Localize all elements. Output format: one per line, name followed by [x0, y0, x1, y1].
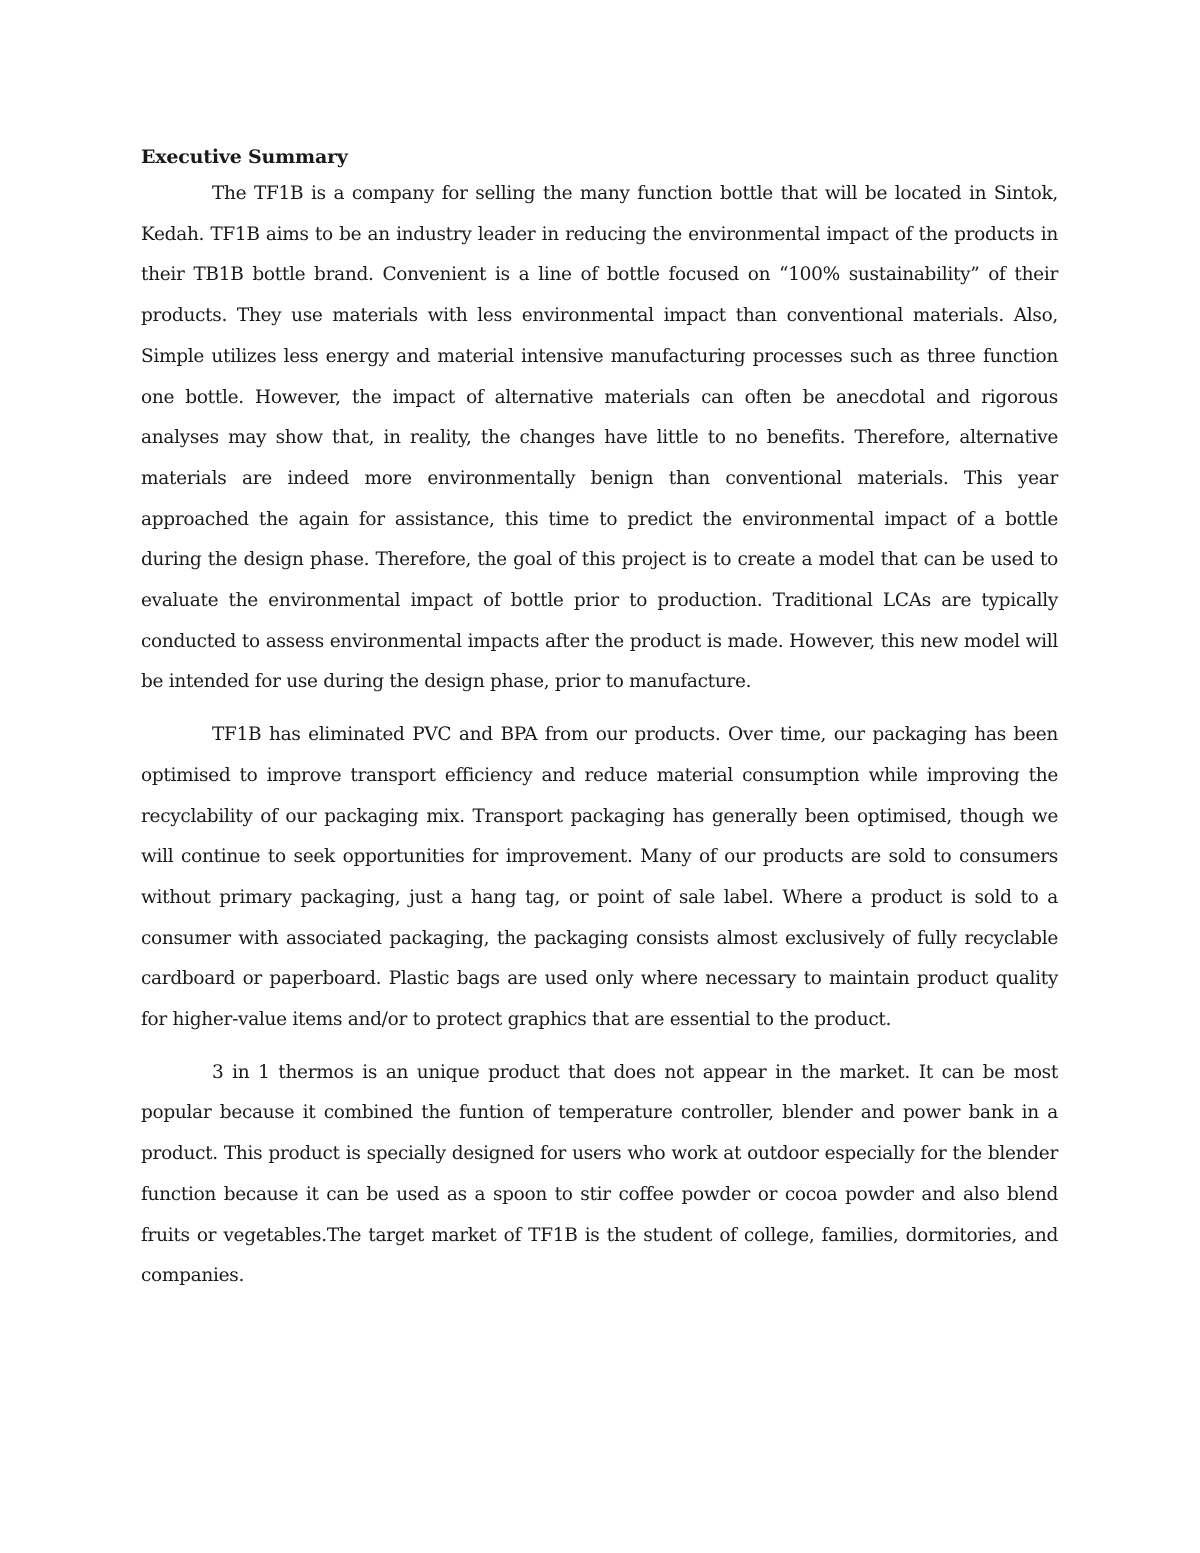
section-heading: Executive Summary	[141, 146, 348, 168]
paragraph-company-overview: The TF1B is a company for selling the many function bottle that will be located in Sintok, Kedah. TF1B aims to be an industry leader in reducing the environmental impact of the products in their TB1B bottle brand. Convenient is a line of bottle focused on “100% sustainability” of their products. They use materials with less environmental impact than conventional materials. Also, Simple utilizes less energy and material intensive manufacturing processes such as three function one bottle. However, the impact of alternative materials can often be anecdotal and rigorous analyses may show that, in reality, the changes have little to no benefits. Therefore, alternative materials are indeed more environmentally benign than conventional materials. This year approached the again for assistance, this time to predict the environmental impact of a bottle during the design phase. Therefore, the goal of this project is to create a model that can be used to evaluate the environmental impact of bottle prior to production. Traditional LCAs are typically conducted to assess environmental impacts after the product is made. However, this new model will be intended for use during the design phase, prior to manufacture.	[141, 183, 1058, 693]
paragraph-packaging: TF1B has eliminated PVC and BPA from our products. Over time, our packaging has been optimised to improve transport efficiency and reduce material consumption while improving the recyclability of our packaging mix. Transport packaging has generally been optimised, though we will continue to seek opportunities for improvement. Many of our products are sold to consumers without primary packaging, just a hang tag, or point of sale label. Where a product is sold to a consumer with associated packaging, the packaging consists almost exclusively of fully recyclable cardboard or paperboard. Plastic bags are used only where necessary to maintain product quality for higher-value items and/or to protect graphics that are essential to the product.	[141, 724, 1058, 1031]
document-body	[141, 140, 1058, 1297]
paragraph-product: 3 in 1 thermos is an unique product that does not appear in the market. It can be most popular because it combined the funtion of temperature controller, blender and power bank in a product. This product is specially designed for users who work at outdoor especially for the blender function because it can be used as a spoon to stir coffee powder or cocoa powder and also blend fruits or vegetables.The target market of TF1B is the student of college, families, dormitories, and companies.	[141, 1061, 1058, 1287]
